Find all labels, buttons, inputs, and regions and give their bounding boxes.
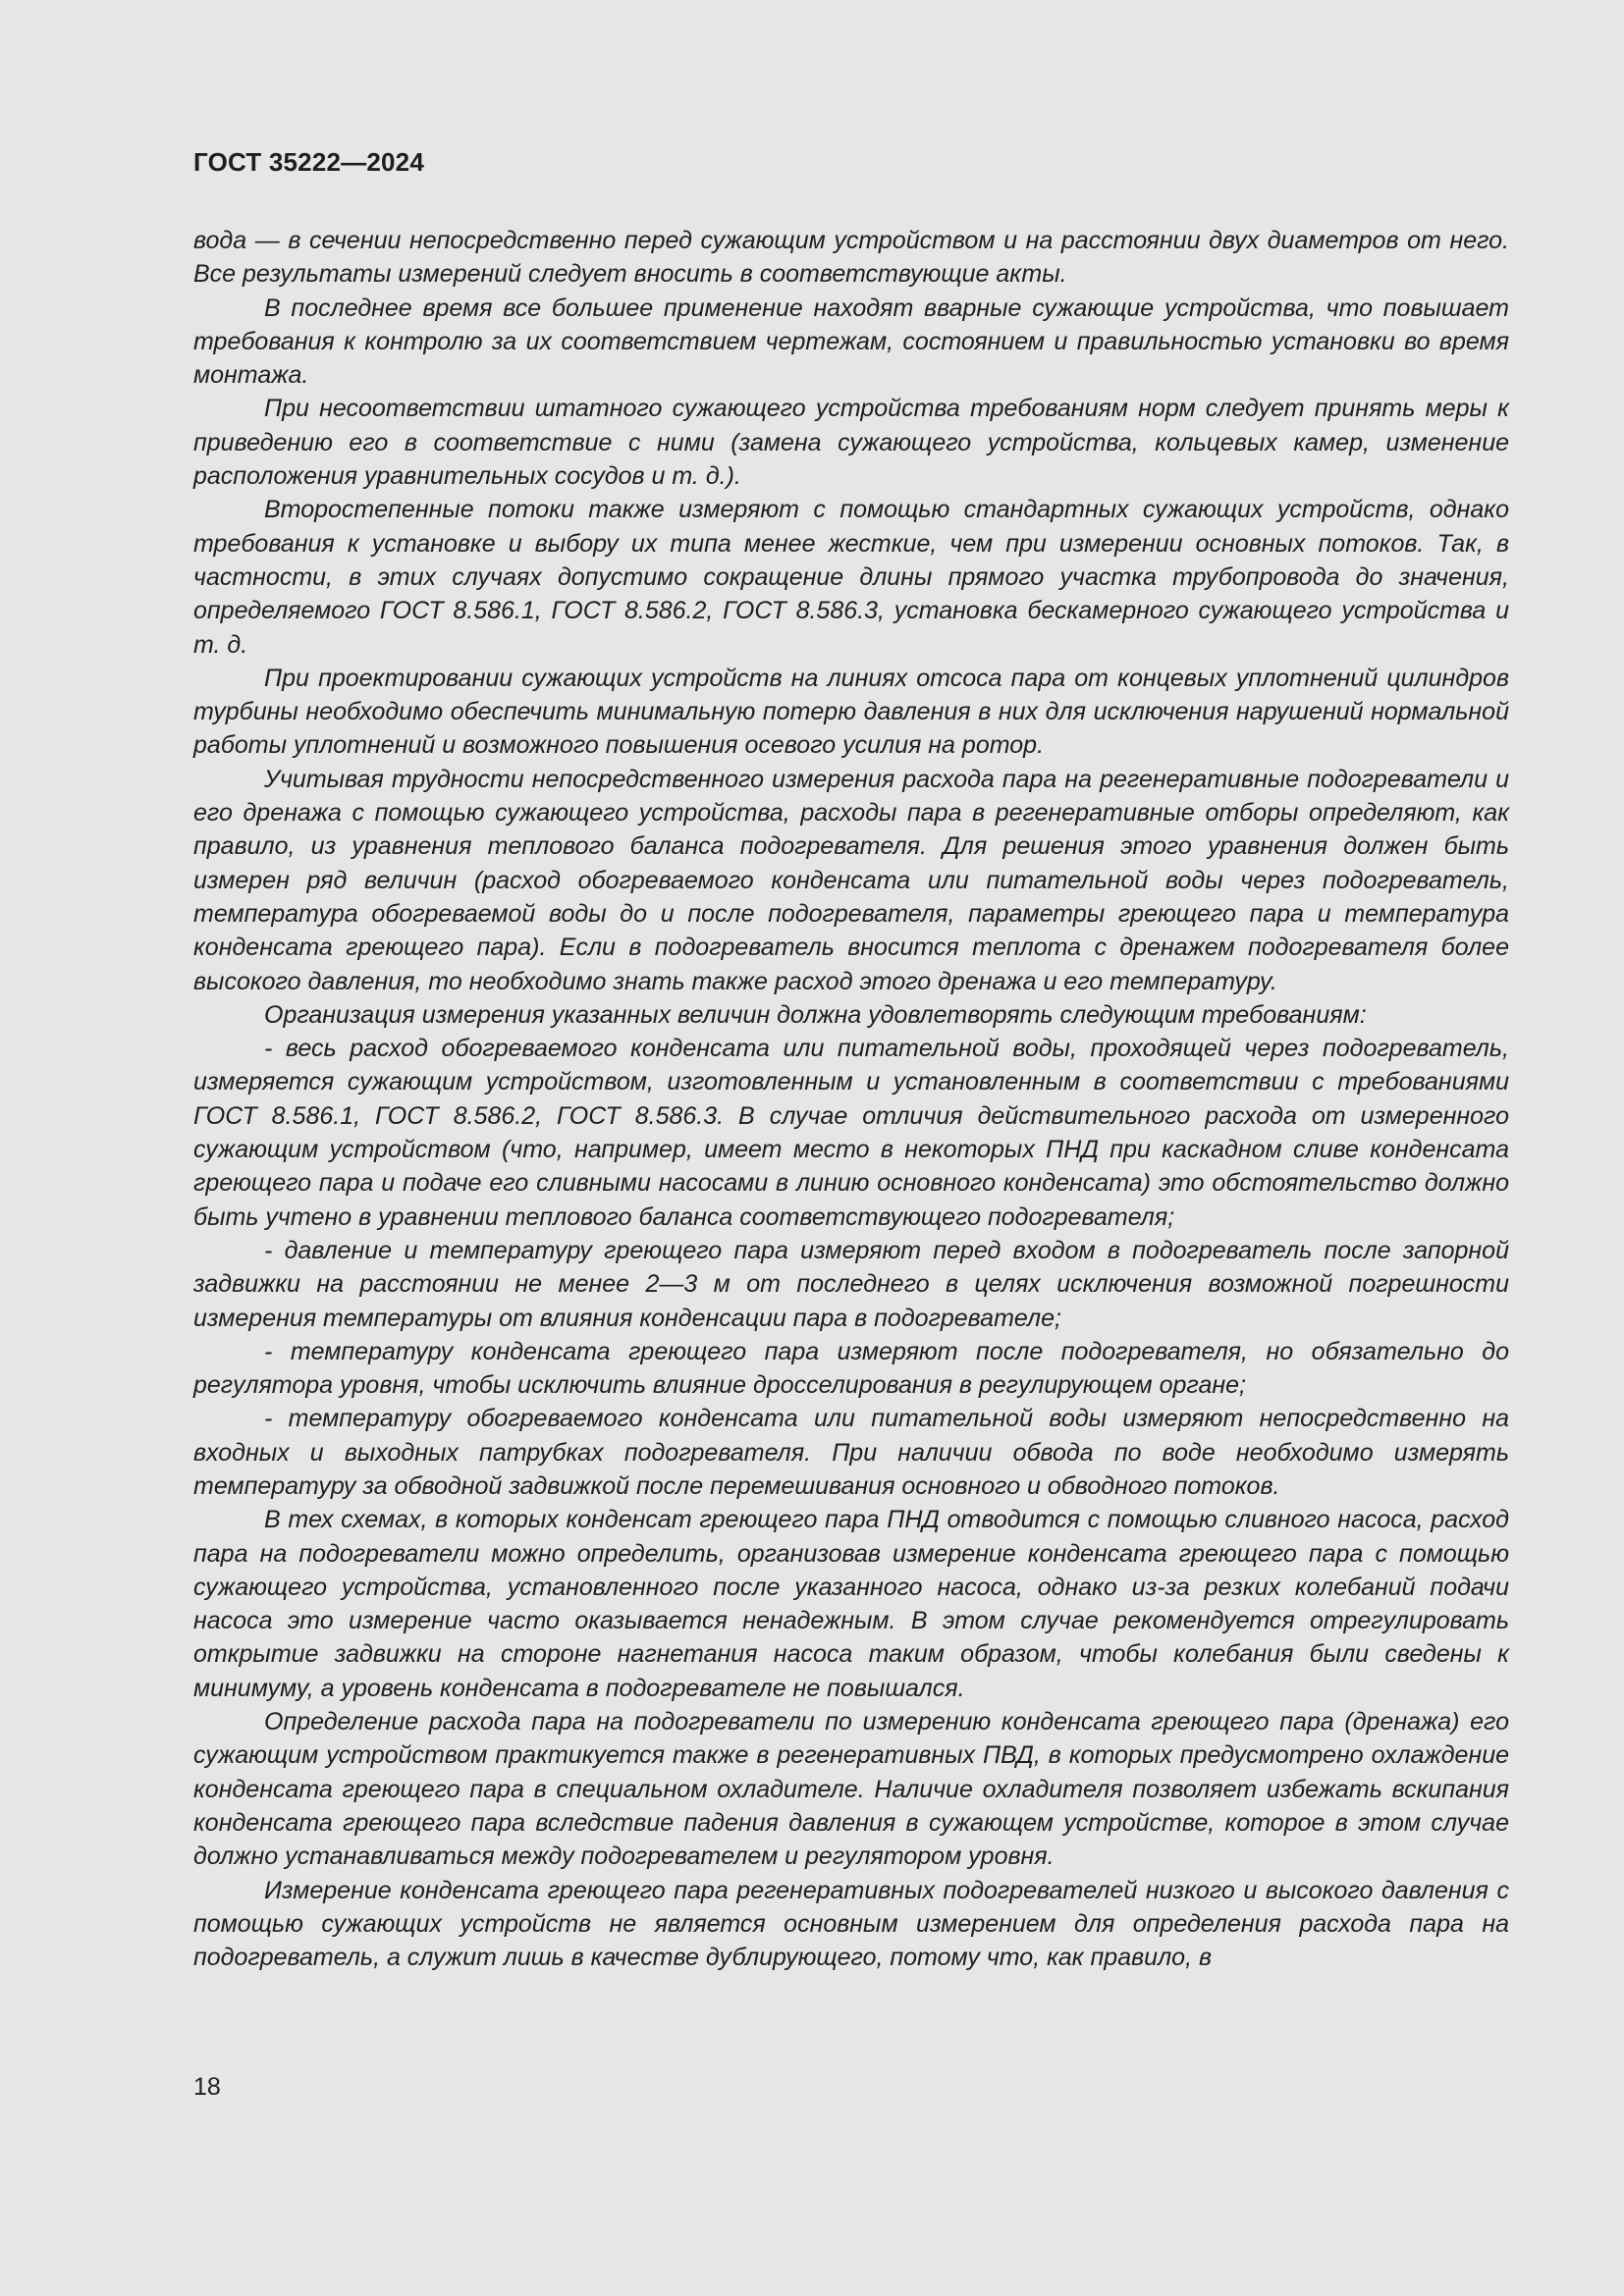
page-number: 18: [193, 2073, 221, 2101]
paragraph: Организация измерения указанных величин должна удовлетворять следующим требованиям:: [264, 1000, 1367, 1029]
list-item: - температуру обогреваемого конденсата или питательной воды измеряют непосредственно на входных и выходных патрубках подогревателя. При наличии обвода по воде необходимо измерять температуру за обводной задвижкой после перемешивания основного и обводного потоков.: [193, 1405, 1509, 1500]
document-header: ГОСТ 35222—2024: [193, 147, 424, 177]
list-item: - температуру конденсата греющего пара измеряют после подогревателя, но обязательно до регулятора уровня, чтобы исключить влияние дросселирования в регулирующем органе;: [193, 1337, 1509, 1400]
paragraph: Измерение конденсата греющего пара регенеративных подогревателей низкого и высокого давления с помощью сужающих устройств не является основным измерением для определения расхода пара на подогреватель, а служит лишь в качестве дублирующего, потому что, как правило, в: [193, 1876, 1509, 1972]
paragraph: При проектировании сужающих устройств на линиях отсоса пара от концевых уплотнений цилиндров турбины необходимо обеспечить минимальную потерю давления в них для исключения нарушений нормальной работы уплотнений и возможного повышения осевого усилия на ротор.: [193, 664, 1509, 760]
paragraph: В последнее время все большее применение находят вварные сужающие устройства, что повышает требования к контролю за их соответствием чертежам, состоянием и правильностью установки во время монтажа.: [193, 294, 1509, 390]
paragraph: Определение расхода пара на подогреватели по измерению конденсата греющего пара (дренажа) его сужающим устройством практикуется также в регенеративных ПВД, в которых предусмотрено охлаждение конденсата греющего пара в специальном охладителе. Наличие охладителя позволяет избежать вскипания конденсата греющего пара вследствие падения давления в сужающем устройстве, которое в этом случае должно устанавливаться между подогревателем и регулятором уровня.: [193, 1708, 1509, 1871]
paragraph: вода — в сечении непосредственно перед сужающим устройством и на расстоянии двух диаметров от него. Все результаты измерений следует вносить в соответствующие акты.: [193, 227, 1509, 289]
paragraph: В тех схемах, в которых конденсат греющего пара ПНД отводится с помощью сливного насоса, расход пара на подогреватели можно определить, организовав измерение конденсата греющего пара с помощью сужающего устройства, установленного после указанного насоса, однако из-за резких колебаний подачи насоса это измерение часто оказывается ненадежным. В этом случае рекомендуется отрегулировать открытие задвижки на стороне нагнетания насоса таким образом, чтобы колебания были сведены к минимуму, а уровень конденсата в подогревателе не повышался.: [193, 1506, 1509, 1702]
paragraph: При несоответствии штатного сужающего устройства требованиям норм следует принять меры к приведению его в соответствие с ними (замена сужающего устройства, кольцевых камер, изменение расположения уравнительных сосудов и т. д.).: [193, 395, 1509, 491]
list-item: - весь расход обогреваемого конденсата или питательной воды, проходящей через подогреватель, измеряется сужающим устройством, изготовленным и установленным в соответствии с требованиями ГОСТ 8.586.1, ГОСТ 8.586.2, ГОСТ 8.586.3. В случае отличия действительного расхода от измеренного сужающим устройством (что, например, имеет место в некоторых ПНД при каскадном сливе конденсата греющего пара и подаче его сливными насосами в линию основного конденсата) это обстоятельство должно быть учтено в уравнении теплового баланса соответствующего подогревателя;: [193, 1035, 1509, 1231]
paragraph: Учитывая трудности непосредственного измерения расхода пара на регенеративные подогреватели и его дренажа с помощью сужающего устройства, расходы пара в регенеративные отборы определяют, как правило, из уравнения теплового баланса подогревателя. Для решения этого уравнения должен быть измерен ряд величин (расход обогреваемого конденсата или питательной воды через подогреватель, температура обогреваемой воды до и после подогревателя, параметры греющего пара и температура конденсата греющего пара). Если в подогреватель вносится теплота с дренажем подогревателя более высокого давления, то необходимо знать также расход этого дренажа и его температуру.: [193, 765, 1509, 995]
body-text: [193, 224, 1509, 1974]
paragraph: Второстепенные потоки также измеряют с помощью стандартных сужающих устройств, однако требования к установке и выбору их типа менее жесткие, чем при измерении основных потоков. Так, в частности, в этих случаях допустимо сокращение длины прямого участка трубопровода до значения, определяемого ГОСТ 8.586.1, ГОСТ 8.586.2, ГОСТ 8.586.3, установка бескамерного сужающего устройства и т. д.: [193, 496, 1509, 659]
list-item: - давление и температуру греющего пара измеряют перед входом в подогреватель после запорной задвижки на расстоянии не менее 2—3 м от последнего в целях исключения возможной погрешности измерения температуры от влияния конденсации пара в подогревателе;: [193, 1236, 1509, 1332]
